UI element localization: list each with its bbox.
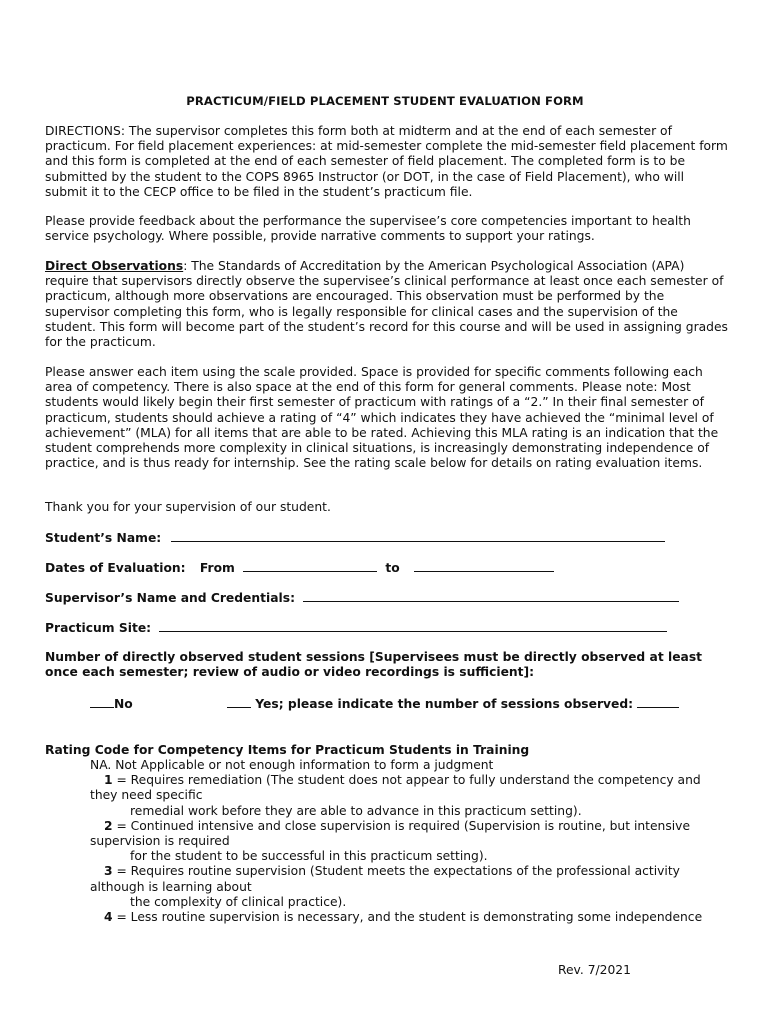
supervisor-row — [45, 590, 679, 606]
from-date-field[interactable] — [243, 560, 377, 572]
dates-label: Dates of Evaluation: — [45, 561, 186, 575]
sessions-question: Number of directly observed student sessions [Supervisees must be directly observed at least once each semester; review of audio or video recordings is sufficient]: — [45, 650, 703, 680]
direct-observations-heading: Direct Observations — [45, 259, 184, 273]
dates-row — [45, 560, 554, 576]
student-name-field[interactable] — [171, 530, 665, 542]
supervisor-label: Supervisor’s Name and Credentials: — [45, 591, 295, 605]
direct-observations-text: : The Standards of Accreditation by the American Psychological Association (APA) require that supervisors directly observe the supervisee’s clinical performance at least once each semester of practicum, although more observations are encouraged. This observation must be performed by the supervisor completing this form, who is legally responsible for clinical cases and the supervision of the student. This form will become part of the student’s record for this course and will be used in assigning grades for the practicum. — [45, 259, 728, 350]
rating-heading: Rating Code for Competency Items for Practicum Students in Training — [45, 743, 530, 757]
rating-item-2-continued: for the student to be successful in this practicum setting). — [130, 849, 488, 864]
to-label: to — [385, 561, 400, 575]
no-checkbox-blank[interactable] — [90, 696, 114, 708]
thanks-paragraph: Thank you for your supervision of our student. — [45, 500, 331, 514]
supervisor-field[interactable] — [303, 590, 679, 602]
practicum-site-row — [45, 620, 667, 636]
answer-instructions-paragraph: Please answer each item using the scale provided. Space is provided for specific comments following each area of competency. There is also space at the end of this form for general comments. Please note: Most students would likely begin their first semester of practicum with ratings of a “2.” In their final semester of practicum, students should achieve a rating of “4” which indicates they have achieved the “minimal level of achievement” (MLA) for all items that are able to be rated. Achieving this MLA rating is an indication that the student comprehends more complexity in clinical situations, is increasingly demonstrating independence of practice, and is thus ready for internship. See the rating scale below for details on rating evaluation items. — [45, 365, 719, 471]
student-name-row — [45, 530, 665, 546]
no-option-row — [90, 696, 133, 712]
student-name-label: Student’s Name: — [45, 531, 162, 545]
yes-label: Yes; please indicate the number of sessions observed: — [255, 697, 634, 711]
directions-paragraph: DIRECTIONS: The supervisor completes this form both at midterm and at the end of each semester of practicum. For field placement experiences: at mid-semester complete the mid-semester field placement form and this form is completed at the end of each semester of field placement. The completed form is to be submitted by the student to the COPS 8965 Instructor (or DOT, in the case of Field Placement), who will submit it to the CECP office to be filed in the student’s practicum file. — [45, 124, 728, 199]
sessions-count-field[interactable] — [637, 696, 679, 708]
practicum-site-label: Practicum Site: — [45, 621, 152, 635]
rating-item-3-continued: the complexity of clinical practice). — [130, 894, 347, 909]
rating-na: NA. Not Applicable or not enough information to form a judgment — [90, 758, 494, 772]
yes-checkbox-blank[interactable] — [227, 696, 251, 708]
rating-item-2: 2 = Continued intensive and close supervision is required (Supervision is routine, but intensive supervision is required — [90, 818, 691, 849]
rating-scale — [90, 758, 730, 925]
revision-footer: Rev. 7/2021 — [558, 963, 631, 977]
rating-item-1: 1 = Requires remediation (The student does not appear to fully understand the competency and they need specific — [90, 773, 701, 803]
page-title: PRACTICUM/FIELD PLACEMENT STUDENT EVALUATION FORM — [186, 94, 584, 108]
practicum-site-field[interactable] — [159, 620, 667, 632]
yes-option-row — [227, 696, 679, 712]
from-label: From — [199, 561, 235, 575]
to-date-field[interactable] — [414, 560, 554, 572]
rating-item-4: 4 = Less routine supervision is necessary, and the student is demonstrating some independence — [104, 910, 703, 925]
rating-item-1-continued: remedial work before they are able to advance in this practicum setting). — [130, 803, 582, 818]
no-label: No — [114, 697, 133, 711]
feedback-paragraph: Please provide feedback about the performance the supervisee’s core competencies important to health service psychology. Where possible, provide narrative comments to support your ratings. — [45, 214, 691, 244]
direct-observations-paragraph — [45, 259, 730, 350]
rating-item-3: 3 = Requires routine supervision (Student meets the expectations of the professional activity although is learning about — [90, 864, 680, 894]
